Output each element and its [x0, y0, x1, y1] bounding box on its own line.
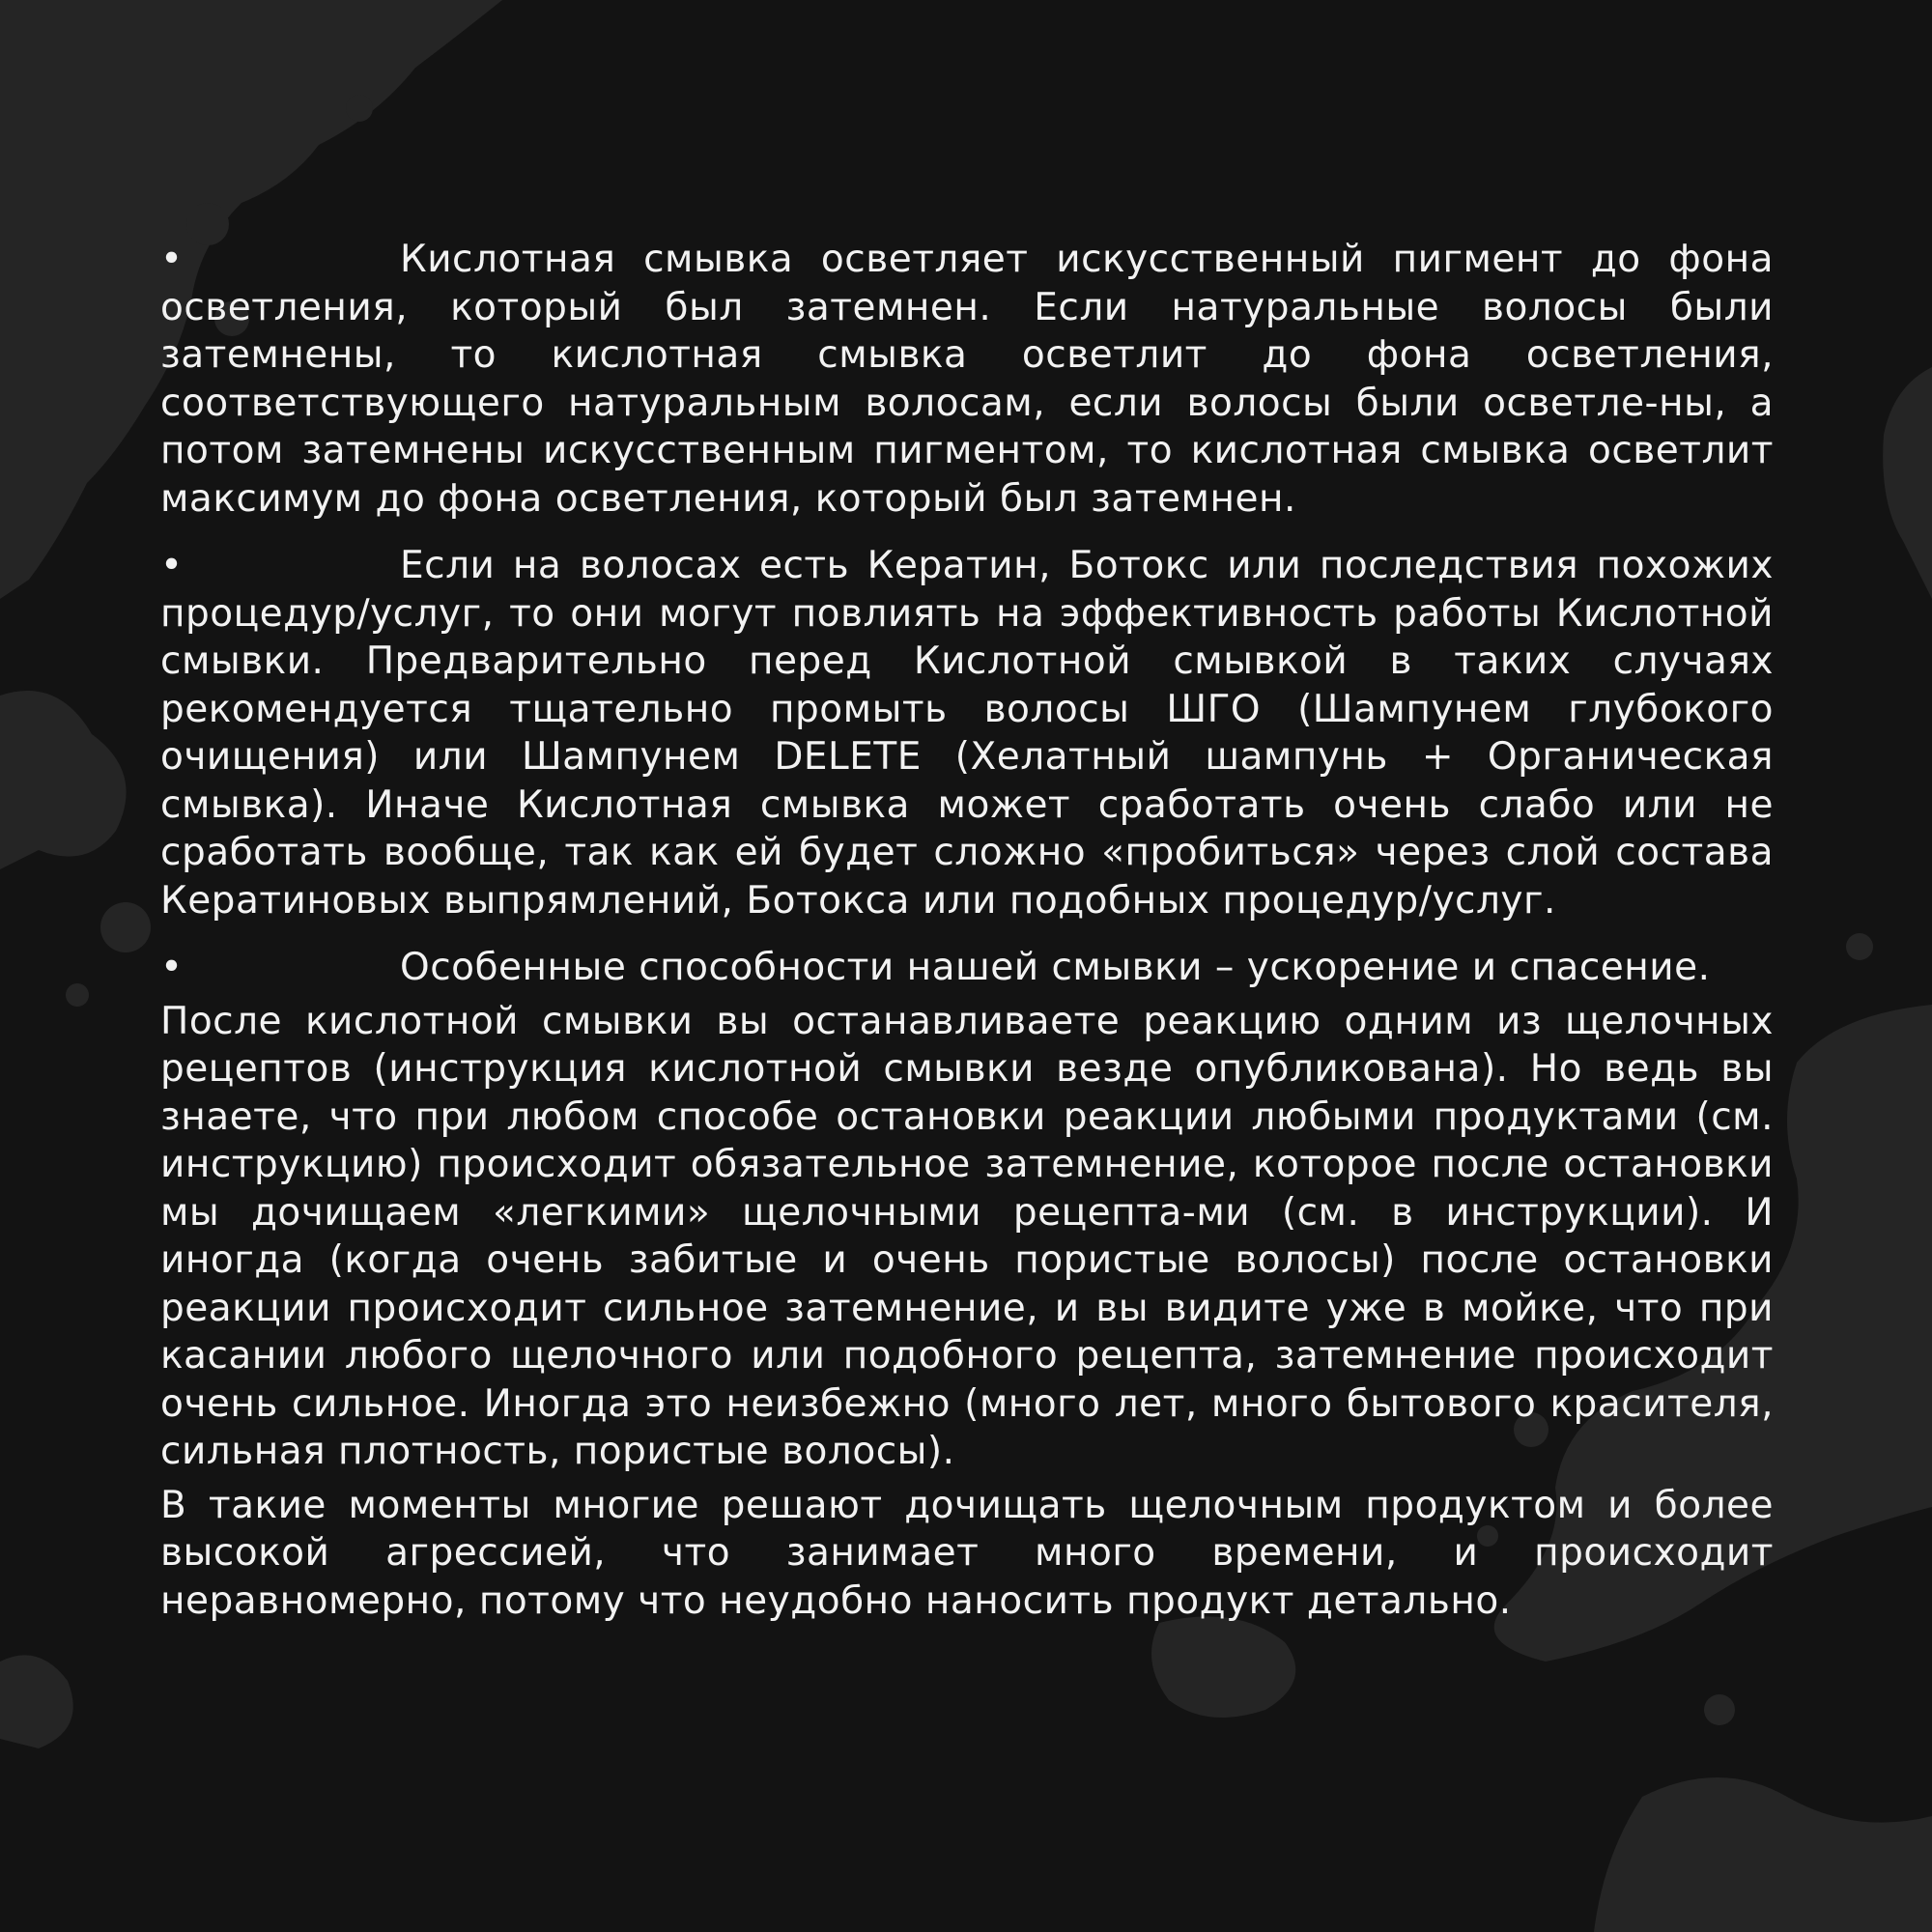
bullet-paragraph-special-abilities: [160, 944, 1774, 992]
document-body: [160, 236, 1774, 1625]
paragraph-text: Особенные способности нашей смывки – ускорение и спасение.: [400, 946, 1711, 989]
paragraph-after-acid-wash: После кислотной смывки вы останавливаете реакцию одним из щелочных рецептов (инструкция кислотной смывки везде опубликована). Но ведь вы знаете, что при любом способе остановки реакции любыми продуктами (см. инструкцию) происходит обязательное затемнение, которое после остановки мы дочищаем «легкими» щелочными рецепта-ми (см. в инструкции). И иногда (когда очень забитые и очень пористые волосы) после остановки реакции происходит сильное затемнение, и вы видите уже в мойке, что при касании любого щелочного или подобного рецепта, затемнение происходит очень сильное. Иногда это неизбежно (много лет, много бытового красителя, сильная плотность, пористые волосы).: [160, 999, 1774, 1473]
bullet-marker: •: [160, 946, 184, 989]
bullet-marker: •: [160, 544, 184, 587]
paragraph-text: Кислотная смывка осветляет искусственный пигмент до фона осветления, который был затемнен. Если натуральные волосы были затемнены, то кислотная смывка осветлит до фона осветления, соответствующего натуральным волосам, если волосы были осветле-ны, а потом затемнены искусственным пигментом, то кислотная смывка осветлит максимум до фона осветления, который был затемнен.: [160, 238, 1774, 521]
bullet-paragraph-keratin-botox: [160, 542, 1774, 924]
paragraph-text: Если на волосах есть Кератин, Ботокс или последствия похожих процедур/услуг, то они могут повлиять на эффективность работы Кислотной смывки. Предварительно перед Кислотной смывкой в таких случаях рекомендуется тщательно промыть волосы ШГО (Шампунем глубокого очищения) или Шампунем DELETE (Хелатный шампунь + Органическая смывка). Иначе Кислотная смывка может сработать очень слабо или не сработать вообще, так как ей будет сложно «пробиться» через слой состава Кератиновых выпрямлений, Ботокса или подобных процедур/услуг.: [160, 544, 1774, 923]
bullet-marker: •: [160, 238, 184, 281]
paragraph-such-moments: В такие моменты многие решают дочищать щелочным продуктом и более высокой агрессией, что занимает много времени, и происходит неравномерно, потому что неудобно наносить продукт детально.: [160, 1483, 1774, 1623]
bullet-paragraph-acid-wash: [160, 236, 1774, 523]
